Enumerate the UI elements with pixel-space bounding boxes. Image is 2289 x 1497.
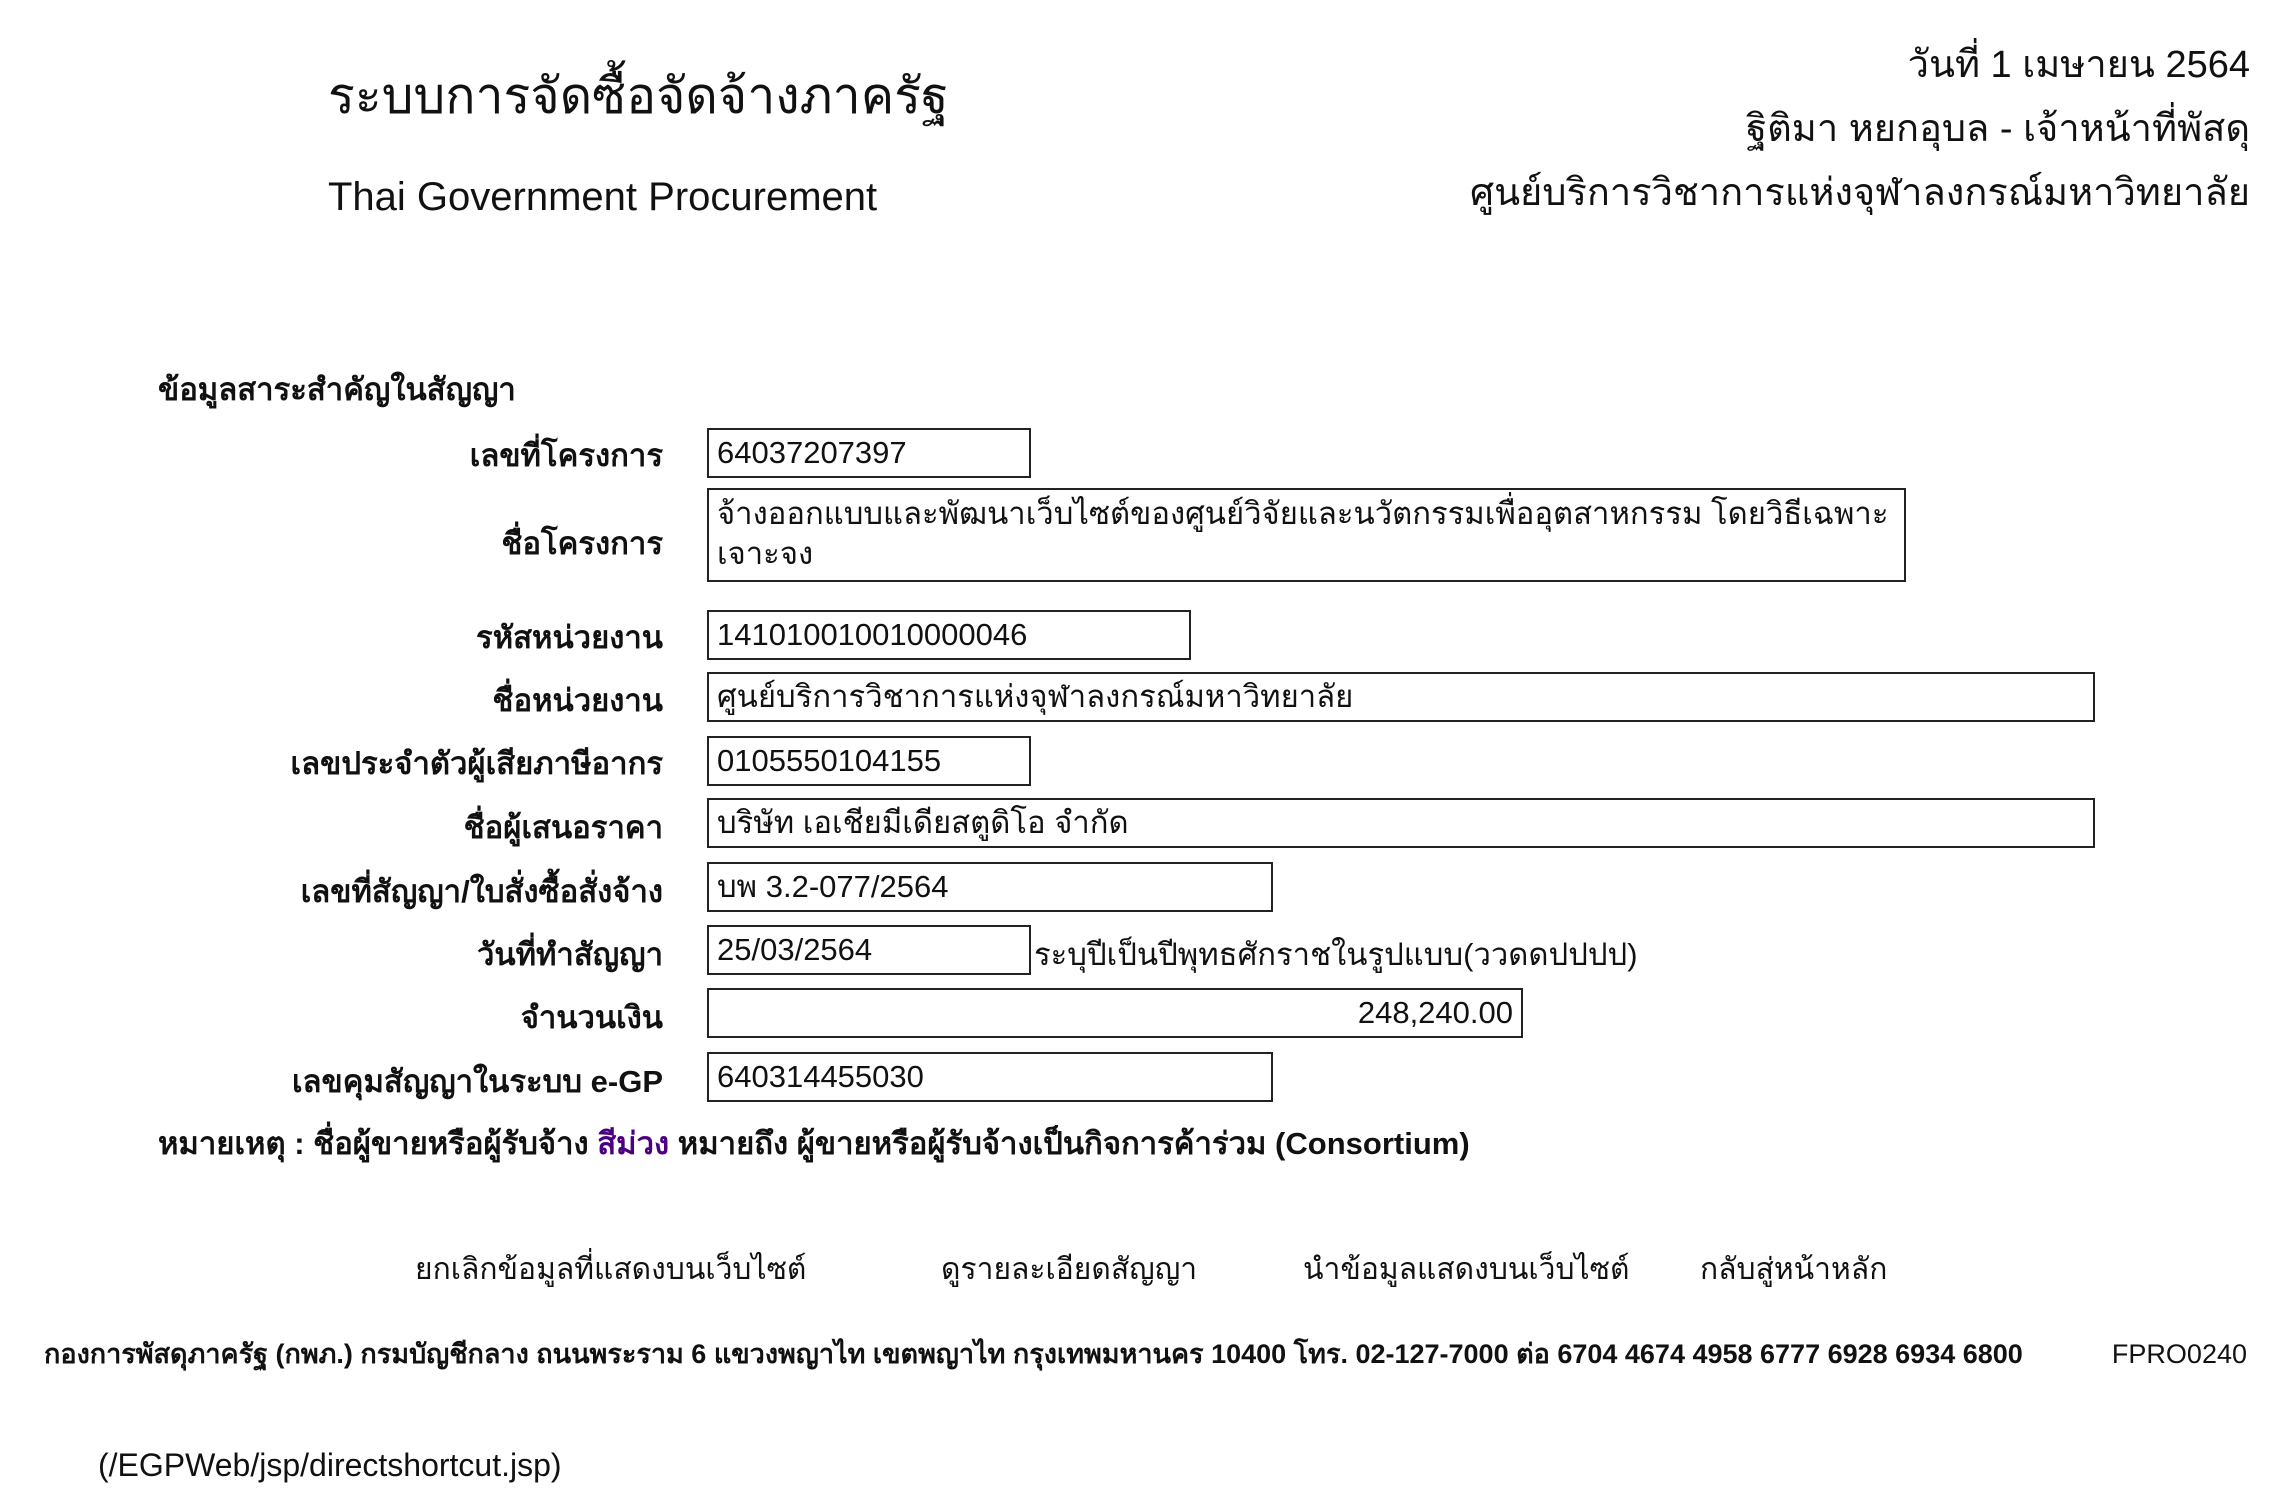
bidder-name-field[interactable]: บริษัท เอเชียมีเดียสตูดิโอ จำกัด	[707, 798, 2095, 848]
project-name-label: ชื่อโครงการ	[501, 526, 663, 561]
project-no-field[interactable]: 64037207397	[707, 428, 1031, 478]
contract-date-hint: ระบุปีเป็นปีพุทธศักราชในรูปแบบ(ววดดปปปป)	[1034, 937, 1638, 972]
view-contract-detail-link[interactable]: ดูรายละเอียดสัญญา	[941, 1253, 1198, 1286]
contract-date-label: วันที่ทำสัญญา	[476, 937, 663, 972]
tax-id-label: เลขประจำตัวผู้เสียภาษีอากร	[290, 746, 663, 781]
dept-code-field[interactable]: 141010010010000046	[707, 610, 1191, 660]
bidder-name-label: ชื่อผู้เสนอราคา	[463, 810, 663, 845]
consortium-note	[158, 1124, 1470, 1164]
note-prefix: หมายเหตุ : ชื่อผู้ขายหรือผู้รับจ้าง	[158, 1126, 589, 1161]
system-title-english: Thai Government Procurement	[328, 175, 878, 219]
note-highlight: สีม่วง	[597, 1126, 670, 1161]
dept-code-label: รหัสหน่วยงาน	[476, 620, 663, 655]
amount-field[interactable]: 248,240.00	[707, 988, 1523, 1038]
project-name-field[interactable]: จ้างออกแบบและพัฒนาเว็บไซต์ของศูนย์วิจัยและนวัตกรรมเพื่ออุตสาหกรรม โดยวิธีเฉพาะเจาะจง	[707, 488, 1906, 582]
section-title: ข้อมูลสาระสำคัญในสัญญา	[158, 372, 516, 407]
project-no-label: เลขที่โครงการ	[469, 438, 663, 473]
contract-no-label: เลขที่สัญญา/ใบสั่งซื้อสั่งจ้าง	[300, 874, 663, 909]
form-code: FPRO0240	[2111, 1339, 2247, 1369]
tax-id-field[interactable]: 0105550104155	[707, 736, 1031, 786]
page-path: (/EGPWeb/jsp/directshortcut.jsp)	[98, 1447, 562, 1483]
egp-no-field[interactable]: 640314455030	[707, 1052, 1273, 1102]
system-title-thai: ระบบการจัดซื้อจัดจ้างภาครัฐ	[328, 68, 949, 124]
amount-label: จำนวนเงิน	[520, 1000, 663, 1035]
note-suffix: หมายถึง ผู้ขายหรือผู้รับจ้างเป็นกิจการค้าร่วม (Consortium)	[677, 1126, 1470, 1161]
dept-name-field[interactable]: ศูนย์บริการวิชาการแห่งจุฬาลงกรณ์มหาวิทยาลัย	[707, 672, 2095, 722]
back-to-home-link[interactable]: กลับสู่หน้าหลัก	[1700, 1253, 1888, 1286]
cancel-website-data-link[interactable]: ยกเลิกข้อมูลที่แสดงบนเว็บไซต์	[415, 1253, 807, 1286]
egp-no-label: เลขคุมสัญญาในระบบ e-GP	[291, 1064, 663, 1099]
contract-no-field[interactable]: บพ 3.2-077/2564	[707, 862, 1273, 912]
publish-to-website-link[interactable]: นำข้อมูลแสดงบนเว็บไซต์	[1303, 1253, 1630, 1286]
footer-address: กองการพัสดุภาครัฐ (กพภ.) กรมบัญชีกลาง ถนนพระราม 6 แขวงพญาไท เขตพญาไท กรุงเทพมหานคร 10400 โทร. 02-127-7000 ต่อ 6704 4674 4958 6777 6928 6934 6800	[44, 1339, 2023, 1369]
header-user: ฐิติมา หยกอุบล - เจ้าหน้าที่พัสดุ	[1746, 108, 2250, 150]
dept-name-label: ชื่อหน่วยงาน	[492, 683, 663, 718]
header-organization: ศูนย์บริการวิชาการแห่งจุฬาลงกรณ์มหาวิทยาลัย	[1469, 172, 2250, 214]
contract-date-field[interactable]: 25/03/2564	[707, 925, 1031, 975]
header-date: วันที่ 1 เมษายน 2564	[1907, 44, 2250, 86]
